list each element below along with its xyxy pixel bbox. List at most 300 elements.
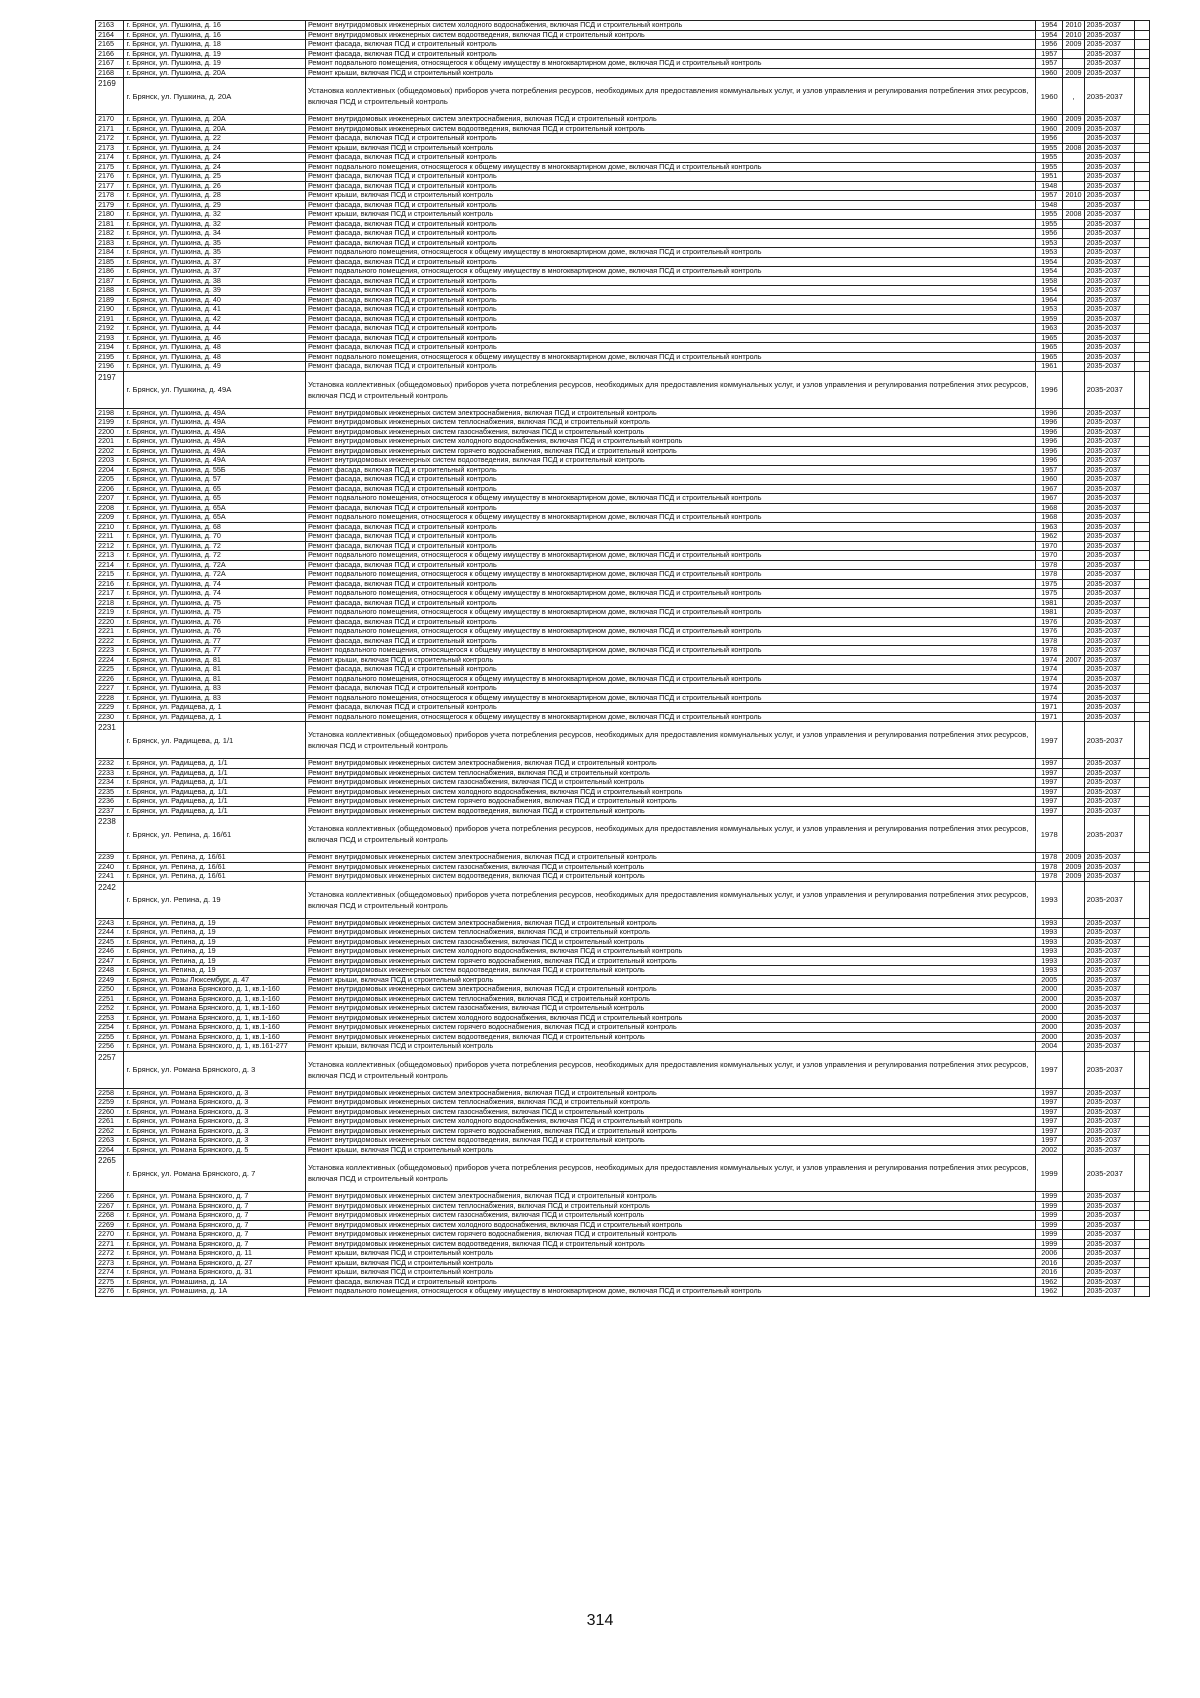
work-type-cell: Ремонт фасада, включая ПСД и строительный контроль [305,465,1035,475]
table-row [96,324,1150,334]
work-type-cell: Установка коллективных (общедомовых) приборов учета потребления ресурсов, необходимых для предоставления коммунальных услуг, и узлов управления и регулирования потребления этих ресурсов, включая ПСД и строительный контроль [305,722,1035,759]
commission-year-cell: 1999 [1036,1201,1063,1211]
work-type-cell: Ремонт фасада, включая ПСД и строительный контроль [305,560,1035,570]
last-repair-year-cell [1063,589,1084,599]
table-row [96,589,1150,599]
commission-year-cell: 1967 [1036,484,1063,494]
last-repair-year-cell [1063,1239,1084,1249]
planned-period-cell: 2035-2037 [1084,503,1135,513]
work-type-cell: Ремонт крыши, включая ПСД и строительный контроль [305,655,1035,665]
row-number: 2254 [96,1023,124,1033]
table-row [96,1098,1150,1108]
empty-cell [1135,513,1150,523]
work-type-cell: Ремонт подвального помещения, относящегося к общему имуществу в многоквартирном доме, включая ПСД и строительный контроль [305,59,1035,69]
work-type-cell: Ремонт внутридомовых инженерных систем холодного водоснабжения, включая ПСД и строительный контроль [305,947,1035,957]
row-number: 2163 [96,21,124,31]
row-number: 2220 [96,617,124,627]
address-cell: г. Брянск, ул. Пушкина, д. 76 [124,617,305,627]
last-repair-year-cell [1063,1287,1084,1297]
address-cell: г. Брянск, ул. Пушкина, д. 25 [124,172,305,182]
empty-cell [1135,267,1150,277]
commission-year-cell: 1975 [1036,589,1063,599]
planned-period-cell: 2035-2037 [1084,30,1135,40]
address-cell: г. Брянск, ул. Пушкина, д. 37 [124,267,305,277]
work-type-cell: Ремонт крыши, включая ПСД и строительный контроль [305,1258,1035,1268]
work-type-cell: Ремонт внутридомовых инженерных систем газоснабжения, включая ПСД и строительный контроль [305,1107,1035,1117]
table-row [96,181,1150,191]
empty-cell [1135,1220,1150,1230]
work-type-cell: Ремонт внутридомовых инженерных систем водоотведения, включая ПСД и строительный контроль [305,1032,1035,1042]
planned-period-cell: 2035-2037 [1084,172,1135,182]
commission-year-cell: 2002 [1036,1145,1063,1155]
row-number: 2184 [96,248,124,258]
empty-cell [1135,1013,1150,1023]
address-cell: г. Брянск, ул. Пушкина, д. 24 [124,162,305,172]
row-number: 2169 [96,78,124,115]
commission-year-cell: 1960 [1036,78,1063,115]
table-row [96,693,1150,703]
row-number: 2259 [96,1098,124,1108]
last-repair-year-cell: 2009 [1063,68,1084,78]
address-cell: г. Брянск, ул. Пушкина, д. 81 [124,665,305,675]
commission-year-cell: 1999 [1036,1230,1063,1240]
commission-year-cell: 1996 [1036,427,1063,437]
work-type-cell: Ремонт подвального помещения, относящегося к общему имуществу в многоквартирном доме, включая ПСД и строительный контроль [305,248,1035,258]
planned-period-cell: 2035-2037 [1084,1249,1135,1259]
empty-cell [1135,248,1150,258]
address-cell: г. Брянск, ул. Пушкина, д. 48 [124,352,305,362]
address-cell: г. Брянск, ул. Романа Брянского, д. 31 [124,1268,305,1278]
address-cell: г. Брянск, ул. Пушкина, д. 32 [124,219,305,229]
table-row [96,1211,1150,1221]
last-repair-year-cell: 2009 [1063,40,1084,50]
planned-period-cell: 2035-2037 [1084,1201,1135,1211]
planned-period-cell: 2035-2037 [1084,1032,1135,1042]
planned-period-cell: 2035-2037 [1084,712,1135,722]
address-cell: г. Брянск, ул. Пушкина, д. 75 [124,598,305,608]
planned-period-cell: 2035-2037 [1084,513,1135,523]
address-cell: г. Брянск, ул. Романа Брянского, д. 11 [124,1249,305,1259]
address-cell: г. Брянск, ул. Романа Брянского, д. 27 [124,1258,305,1268]
commission-year-cell: 1960 [1036,475,1063,485]
empty-cell [1135,665,1150,675]
planned-period-cell: 2035-2037 [1084,551,1135,561]
work-type-cell: Установка коллективных (общедомовых) приборов учета потребления ресурсов, необходимых для предоставления коммунальных услуг, и узлов управления и регулирования потребления этих ресурсов, включая ПСД и строительный контроль [305,78,1035,115]
work-type-cell: Ремонт фасада, включая ПСД и строительный контроль [305,665,1035,675]
work-type-cell: Ремонт фасада, включая ПСД и строительный контроль [305,636,1035,646]
work-type-cell: Ремонт подвального помещения, относящегося к общему имуществу в многоквартирном доме, включая ПСД и строительный контроль [305,674,1035,684]
empty-cell [1135,966,1150,976]
last-repair-year-cell [1063,427,1084,437]
last-repair-year-cell [1063,305,1084,315]
empty-cell [1135,608,1150,618]
planned-period-cell: 2035-2037 [1084,928,1135,938]
commission-year-cell: 1955 [1036,162,1063,172]
last-repair-year-cell [1063,768,1084,778]
work-type-cell: Ремонт фасада, включая ПСД и строительный контроль [305,503,1035,513]
empty-cell [1135,276,1150,286]
empty-cell [1135,816,1150,853]
last-repair-year-cell [1063,985,1084,995]
commission-year-cell: 1993 [1036,881,1063,918]
commission-year-cell: 1997 [1036,1051,1063,1088]
table-row [96,994,1150,1004]
commission-year-cell: 1957 [1036,59,1063,69]
row-number: 2261 [96,1117,124,1127]
last-repair-year-cell [1063,684,1084,694]
row-number: 2236 [96,797,124,807]
commission-year-cell: 1963 [1036,522,1063,532]
address-cell: г. Брянск, ул. Радищева, д. 1/1 [124,759,305,769]
work-type-cell: Ремонт фасада, включая ПСД и строительный контроль [305,532,1035,542]
empty-cell [1135,295,1150,305]
last-repair-year-cell [1063,314,1084,324]
empty-cell [1135,49,1150,59]
commission-year-cell: 1997 [1036,1136,1063,1146]
commission-year-cell: 1999 [1036,1239,1063,1249]
planned-period-cell: 2035-2037 [1084,219,1135,229]
work-type-cell: Ремонт крыши, включая ПСД и строительный контроль [305,210,1035,220]
commission-year-cell: 2004 [1036,1042,1063,1052]
planned-period-cell: 2035-2037 [1084,324,1135,334]
address-cell: г. Брянск, ул. Пушкина, д. 28 [124,191,305,201]
table-row [96,1032,1150,1042]
last-repair-year-cell [1063,276,1084,286]
commission-year-cell: 1953 [1036,238,1063,248]
table-row [96,1051,1150,1088]
table-row [96,937,1150,947]
last-repair-year-cell [1063,248,1084,258]
planned-period-cell: 2035-2037 [1084,200,1135,210]
work-type-cell: Ремонт фасада, включая ПСД и строительный контроль [305,305,1035,315]
work-type-cell: Ремонт крыши, включая ПСД и строительный контроль [305,68,1035,78]
row-number: 2274 [96,1268,124,1278]
empty-cell [1135,693,1150,703]
table-row [96,853,1150,863]
work-type-cell: Ремонт подвального помещения, относящегося к общему имуществу в многоквартирном доме, включая ПСД и строительный контроль [305,352,1035,362]
empty-cell [1135,191,1150,201]
table-row [96,806,1150,816]
empty-cell [1135,1277,1150,1287]
row-number: 2191 [96,314,124,324]
planned-period-cell: 2035-2037 [1084,408,1135,418]
planned-period-cell: 2035-2037 [1084,1013,1135,1023]
commission-year-cell: 1996 [1036,456,1063,466]
commission-year-cell: 1974 [1036,674,1063,684]
last-repair-year-cell [1063,759,1084,769]
last-repair-year-cell [1063,570,1084,580]
address-cell: г. Брянск, ул. Радищева, д. 1/1 [124,768,305,778]
work-type-cell: Ремонт фасада, включая ПСД и строительный контроль [305,40,1035,50]
commission-year-cell: 1997 [1036,787,1063,797]
table-row [96,928,1150,938]
table-row [96,153,1150,163]
row-number: 2195 [96,352,124,362]
row-number: 2209 [96,513,124,523]
planned-period-cell: 2035-2037 [1084,210,1135,220]
planned-period-cell: 2035-2037 [1084,1220,1135,1230]
work-type-cell: Ремонт внутридомовых инженерных систем горячего водоснабжения, включая ПСД и строительный контроль [305,797,1035,807]
last-repair-year-cell [1063,1230,1084,1240]
planned-period-cell: 2035-2037 [1084,1277,1135,1287]
empty-cell [1135,503,1150,513]
table-row [96,797,1150,807]
last-repair-year-cell [1063,1258,1084,1268]
last-repair-year-cell [1063,617,1084,627]
empty-cell [1135,314,1150,324]
document-page [95,20,1150,1297]
commission-year-cell: 2016 [1036,1258,1063,1268]
empty-cell [1135,115,1150,125]
address-cell: г. Брянск, ул. Пушкина, д. 72А [124,570,305,580]
address-cell: г. Брянск, ул. Радищева, д. 1/1 [124,797,305,807]
row-number: 2215 [96,570,124,580]
commission-year-cell: 1962 [1036,1277,1063,1287]
row-number: 2268 [96,1211,124,1221]
planned-period-cell: 2035-2037 [1084,484,1135,494]
last-repair-year-cell [1063,219,1084,229]
commission-year-cell: 1975 [1036,579,1063,589]
commission-year-cell: 1960 [1036,68,1063,78]
work-type-cell: Ремонт внутридомовых инженерных систем теплоснабжения, включая ПСД и строительный контроль [305,768,1035,778]
commission-year-cell: 1993 [1036,928,1063,938]
last-repair-year-cell [1063,1042,1084,1052]
work-type-cell: Ремонт внутридомовых инженерных систем горячего водоснабжения, включая ПСД и строительный контроль [305,1023,1035,1033]
empty-cell [1135,200,1150,210]
work-type-cell: Установка коллективных (общедомовых) приборов учета потребления ресурсов, необходимых для предоставления коммунальных услуг, и узлов управления и регулирования потребления этих ресурсов, включая ПСД и строительный контроль [305,1051,1035,1088]
commission-year-cell: 1955 [1036,210,1063,220]
row-number: 2182 [96,229,124,239]
table-row [96,408,1150,418]
last-repair-year-cell [1063,456,1084,466]
last-repair-year-cell [1063,352,1084,362]
address-cell: г. Брянск, ул. Пушкина, д. 77 [124,636,305,646]
last-repair-year-cell: , [1063,78,1084,115]
empty-cell [1135,30,1150,40]
work-type-cell: Ремонт фасада, включая ПСД и строительный контроль [305,541,1035,551]
row-number: 2252 [96,1004,124,1014]
commission-year-cell: 1953 [1036,248,1063,258]
last-repair-year-cell [1063,956,1084,966]
work-type-cell: Ремонт внутридомовых инженерных систем холодного водоснабжения, включая ПСД и строительный контроль [305,787,1035,797]
planned-period-cell: 2035-2037 [1084,162,1135,172]
empty-cell [1135,937,1150,947]
commission-year-cell: 1996 [1036,446,1063,456]
table-row [96,49,1150,59]
address-cell: г. Брянск, ул. Пушкина, д. 49 [124,362,305,372]
work-type-cell: Ремонт фасада, включая ПСД и строительный контроль [305,333,1035,343]
empty-cell [1135,1023,1150,1033]
empty-cell [1135,703,1150,713]
empty-cell [1135,617,1150,627]
row-number: 2188 [96,286,124,296]
planned-period-cell: 2035-2037 [1084,115,1135,125]
table-row [96,551,1150,561]
table-row [96,1192,1150,1202]
commission-year-cell: 2006 [1036,1249,1063,1259]
commission-year-cell: 1978 [1036,816,1063,853]
last-repair-year-cell [1063,437,1084,447]
empty-cell [1135,928,1150,938]
empty-cell [1135,362,1150,372]
empty-cell [1135,352,1150,362]
work-type-cell: Ремонт фасада, включая ПСД и строительный контроль [305,579,1035,589]
work-type-cell: Ремонт внутридомовых инженерных систем холодного водоснабжения, включая ПСД и строительный контроль [305,437,1035,447]
row-number: 2243 [96,918,124,928]
empty-cell [1135,797,1150,807]
commission-year-cell: 1957 [1036,465,1063,475]
address-cell: г. Брянск, ул. Пушкина, д. 72 [124,541,305,551]
commission-year-cell: 1956 [1036,229,1063,239]
commission-year-cell: 2000 [1036,1004,1063,1014]
row-number: 2251 [96,994,124,1004]
last-repair-year-cell [1063,627,1084,637]
address-cell: г. Брянск, ул. Пушкина, д. 65А [124,513,305,523]
planned-period-cell: 2035-2037 [1084,352,1135,362]
table-row [96,115,1150,125]
work-type-cell: Установка коллективных (общедомовых) приборов учета потребления ресурсов, необходимых для предоставления коммунальных услуг, и узлов управления и регулирования потребления этих ресурсов, включая ПСД и строительный контроль [305,1155,1035,1192]
table-row [96,172,1150,182]
last-repair-year-cell [1063,200,1084,210]
last-repair-year-cell [1063,446,1084,456]
planned-period-cell: 2035-2037 [1084,248,1135,258]
row-number: 2183 [96,238,124,248]
address-cell: г. Брянск, ул. Романа Брянского, д. 3 [124,1098,305,1108]
row-number: 2165 [96,40,124,50]
address-cell: г. Брянск, ул. Пушкина, д. 42 [124,314,305,324]
last-repair-year-cell [1063,522,1084,532]
planned-period-cell: 2035-2037 [1084,437,1135,447]
empty-cell [1135,674,1150,684]
planned-period-cell: 2035-2037 [1084,853,1135,863]
work-type-cell: Ремонт фасада, включая ПСД и строительный контроль [305,286,1035,296]
address-cell: г. Брянск, ул. Пушкина, д. 46 [124,333,305,343]
commission-year-cell: 2000 [1036,1013,1063,1023]
work-type-cell: Ремонт внутридомовых инженерных систем водоотведения, включая ПСД и строительный контроль [305,456,1035,466]
row-number: 2181 [96,219,124,229]
work-type-cell: Ремонт фасада, включая ПСД и строительный контроль [305,219,1035,229]
last-repair-year-cell [1063,598,1084,608]
work-type-cell: Ремонт внутридомовых инженерных систем водоотведения, включая ПСД и строительный контроль [305,966,1035,976]
work-type-cell: Ремонт внутридомовых инженерных систем горячего водоснабжения, включая ПСД и строительный контроль [305,956,1035,966]
last-repair-year-cell [1063,1051,1084,1088]
last-repair-year-cell [1063,1220,1084,1230]
table-row [96,286,1150,296]
commission-year-cell: 1997 [1036,759,1063,769]
commission-year-cell: 1993 [1036,918,1063,928]
address-cell: г. Брянск, ул. Романа Брянского, д. 7 [124,1211,305,1221]
commission-year-cell: 1997 [1036,768,1063,778]
work-type-cell: Ремонт фасада, включая ПСД и строительный контроль [305,229,1035,239]
work-type-cell: Ремонт внутридомовых инженерных систем электроснабжения, включая ПСД и строительный контроль [305,985,1035,995]
address-cell: г. Брянск, ул. Радищева, д. 1 [124,703,305,713]
last-repair-year-cell [1063,324,1084,334]
address-cell: г. Брянск, ул. Репина, д. 16/61 [124,862,305,872]
commission-year-cell: 1974 [1036,693,1063,703]
row-number: 2185 [96,257,124,267]
commission-year-cell: 1993 [1036,956,1063,966]
planned-period-cell: 2035-2037 [1084,1239,1135,1249]
commission-year-cell: 1948 [1036,200,1063,210]
table-row [96,1220,1150,1230]
last-repair-year-cell [1063,257,1084,267]
planned-period-cell: 2035-2037 [1084,598,1135,608]
commission-year-cell: 1974 [1036,684,1063,694]
table-row [96,598,1150,608]
row-number: 2222 [96,636,124,646]
work-type-cell: Ремонт подвального помещения, относящегося к общему имуществу в многоквартирном доме, включая ПСД и строительный контроль [305,712,1035,722]
row-number: 2204 [96,465,124,475]
table-row [96,219,1150,229]
last-repair-year-cell [1063,579,1084,589]
table-row [96,1155,1150,1192]
row-number: 2207 [96,494,124,504]
table-row [96,1258,1150,1268]
table-row [96,267,1150,277]
address-cell: г. Брянск, ул. Пушкина, д. 49А [124,437,305,447]
commission-year-cell: 2005 [1036,975,1063,985]
commission-year-cell: 1997 [1036,1126,1063,1136]
address-cell: г. Брянск, ул. Пушкина, д. 75 [124,608,305,618]
planned-period-cell: 2035-2037 [1084,124,1135,134]
empty-cell [1135,778,1150,788]
last-repair-year-cell [1063,1192,1084,1202]
planned-period-cell: 2035-2037 [1084,947,1135,957]
work-type-cell: Ремонт фасада, включая ПСД и строительный контроль [305,324,1035,334]
row-number: 2180 [96,210,124,220]
work-type-cell: Ремонт внутридомовых инженерных систем газоснабжения, включая ПСД и строительный контроль [305,1004,1035,1014]
address-cell: г. Брянск, ул. Радищева, д. 1/1 [124,806,305,816]
address-cell: г. Брянск, ул. Пушкина, д. 77 [124,646,305,656]
planned-period-cell: 2035-2037 [1084,627,1135,637]
table-row [96,257,1150,267]
address-cell: г. Брянск, ул. Романа Брянского, д. 3 [124,1088,305,1098]
table-row [96,674,1150,684]
empty-cell [1135,1042,1150,1052]
row-number: 2271 [96,1239,124,1249]
table-row [96,21,1150,31]
address-cell: г. Брянск, ул. Репина, д. 19 [124,956,305,966]
empty-cell [1135,418,1150,428]
row-number: 2174 [96,153,124,163]
work-type-cell: Ремонт подвального помещения, относящегося к общему имуществу в многоквартирном доме, включая ПСД и строительный контроль [305,513,1035,523]
commission-year-cell: 1968 [1036,503,1063,513]
last-repair-year-cell [1063,778,1084,788]
work-type-cell: Ремонт подвального помещения, относящегося к общему имуществу в многоквартирном доме, включая ПСД и строительный контроль [305,267,1035,277]
work-type-cell: Ремонт внутридомовых инженерных систем водоотведения, включая ПСД и строительный контроль [305,872,1035,882]
row-number: 2270 [96,1230,124,1240]
planned-period-cell: 2035-2037 [1084,475,1135,485]
planned-period-cell: 2035-2037 [1084,787,1135,797]
row-number: 2210 [96,522,124,532]
last-repair-year-cell [1063,503,1084,513]
address-cell: г. Брянск, ул. Романа Брянского, д. 1, кв.1-160 [124,994,305,1004]
last-repair-year-cell [1063,408,1084,418]
row-number: 2218 [96,598,124,608]
table-row [96,872,1150,882]
table-row [96,768,1150,778]
table-row [96,191,1150,201]
planned-period-cell: 2035-2037 [1084,78,1135,115]
work-type-cell: Ремонт внутридомовых инженерных систем холодного водоснабжения, включая ПСД и строительный контроль [305,1013,1035,1023]
work-type-cell: Ремонт внутридомовых инженерных систем холодного водоснабжения, включая ПСД и строительный контроль [305,1220,1035,1230]
table-row [96,30,1150,40]
empty-cell [1135,1136,1150,1146]
commission-year-cell: 1954 [1036,267,1063,277]
planned-period-cell: 2035-2037 [1084,494,1135,504]
empty-cell [1135,560,1150,570]
planned-period-cell: 2035-2037 [1084,59,1135,69]
